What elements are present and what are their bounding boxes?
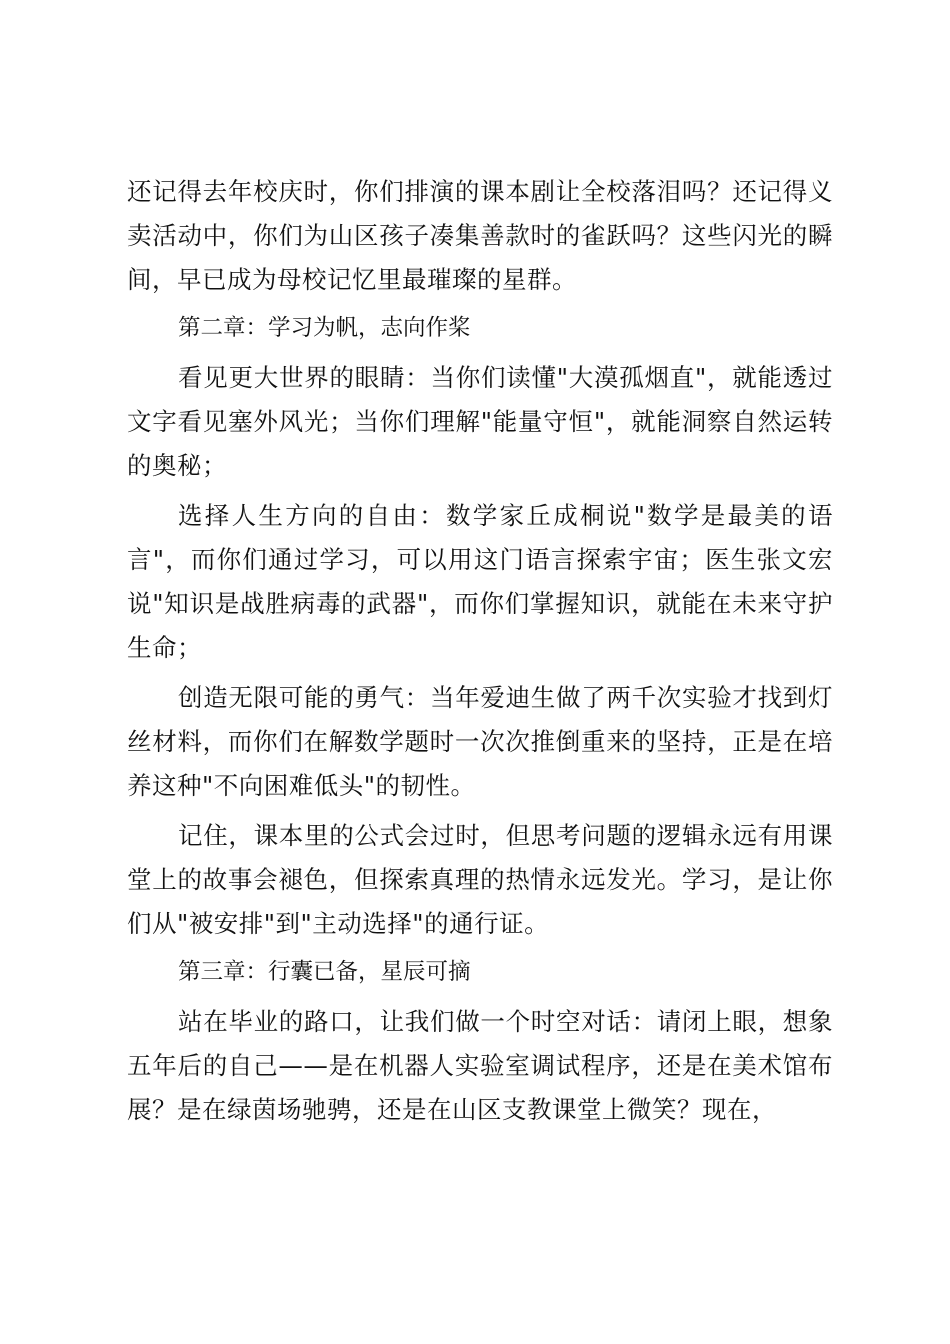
paragraph-freedom-choice: 选择人生方向的自由：数学家丘成桐说"数学是最美的语言"，而你们通过学习，可以用这门语言探索宇宙；医生张文宏说"知识是战胜病毒的武器"，而你们掌握知识，就能在未来守护生命；	[127, 501, 833, 662]
chapter-2-heading: 第二章：学习为帆，志向作桨	[178, 315, 471, 341]
chapter-3-heading: 第三章：行囊已备，星辰可摘	[178, 959, 471, 985]
paragraph-eyes-world: 看见更大世界的眼睛：当你们读懂"大漠孤烟直"，就能透过文字看见塞外风光；当你们理解"能量守恒"，就能洞察自然运转的奥秘；	[127, 363, 833, 480]
paragraph-school-memories: 还记得去年校庆时，你们排演的课本剧让全校落泪吗？还记得义卖活动中，你们为山区孩子凑集善款时的雀跃吗？这些闪光的瞬间，早已成为母校记忆里最璀璨的星群。	[127, 177, 833, 294]
paragraph-remember: 记住，课本里的公式会过时，但思考问题的逻辑永远有用课堂上的故事会褪色，但探索真理的热情永远发光。学习，是让你们从"被安排"到"主动选择"的通行证。	[127, 821, 833, 938]
paragraph-courage-create: 创造无限可能的勇气：当年爱迪生做了两千次实验才找到灯丝材料，而你们在解数学题时一次次推倒重来的坚持，正是在培养这种"不向困难低头"的韧性。	[127, 683, 833, 800]
paragraph-graduation-crossroad: 站在毕业的路口，让我们做一个时空对话：请闭上眼，想象五年后的自己——是在机器人实验室调试程序，还是在美术馆布展？是在绿茵场驰骋，还是在山区支教课堂上微笑？现在，	[127, 1007, 833, 1124]
document-page	[127, 170, 833, 1138]
